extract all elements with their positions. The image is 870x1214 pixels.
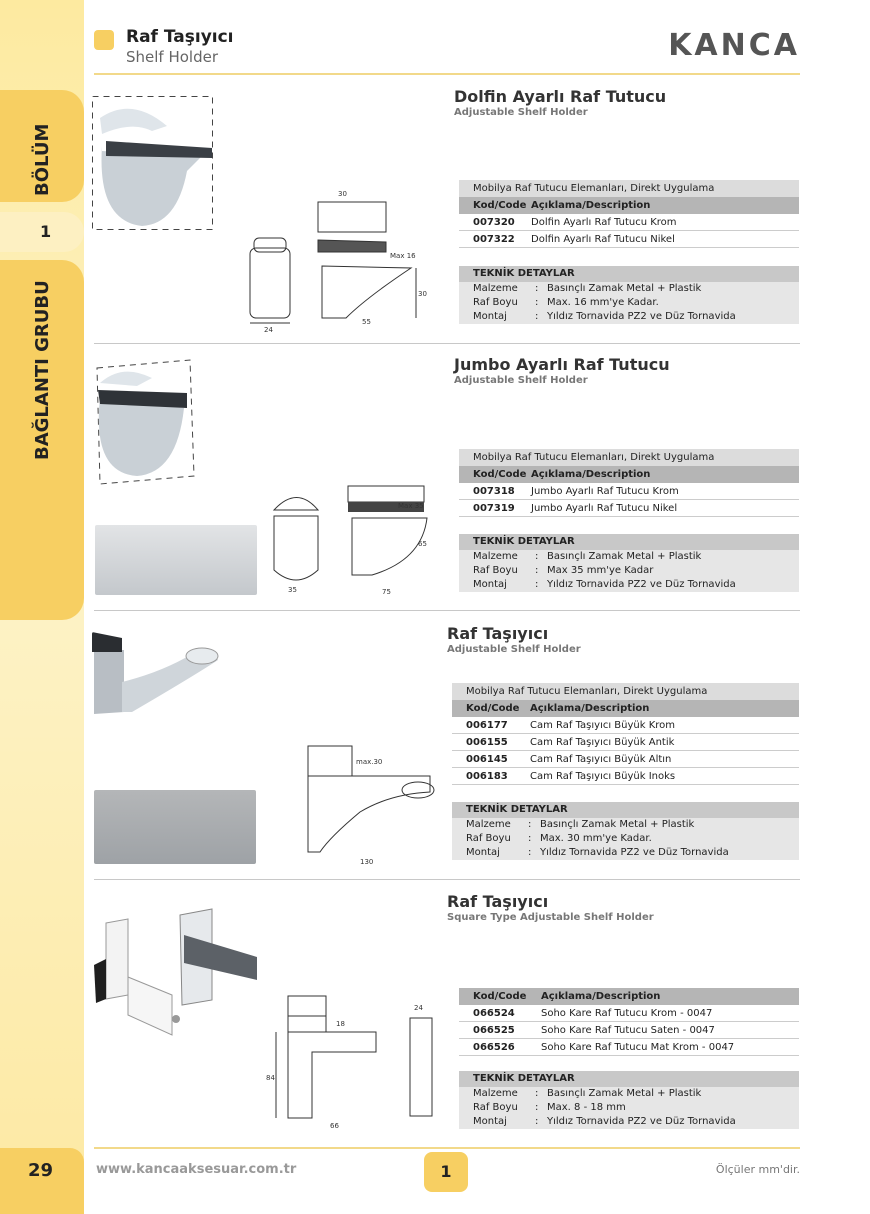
table-header: Kod/Code Açıklama/Description <box>452 700 799 717</box>
footer-divider <box>94 1147 800 1149</box>
table-caption: Mobilya Raf Tutucu Elemanları, Direkt Uygulama <box>452 683 799 700</box>
tech-title: TEKNİK DETAYLAR <box>459 534 799 550</box>
sidebar-group-label: BAĞLANTI GRUBU <box>32 280 53 460</box>
brand-logo: KANCA <box>668 28 800 63</box>
table-row: 006183 Cam Raf Taşıyıcı Büyük Inoks <box>452 768 799 785</box>
product-3-table <box>452 683 799 785</box>
product-2-subtitle: Adjustable Shelf Holder <box>454 375 588 386</box>
footer-page-box <box>0 1148 84 1214</box>
product-4-photo <box>92 905 262 1040</box>
product-2-title: Jumbo Ayarlı Raf Tutucu <box>454 355 670 374</box>
table-header: Kod/Code Açıklama/Description <box>459 197 799 214</box>
dim-1-c: 30 <box>418 290 427 298</box>
website-link[interactable]: www.kancaaksesuar.com.tr <box>96 1162 297 1177</box>
product-divider <box>94 879 800 880</box>
dim-4-d: 24 <box>414 1004 423 1012</box>
product-4-drawing <box>266 990 446 1130</box>
product-3-photo <box>92 632 222 722</box>
dim-3-b: 130 <box>360 858 374 866</box>
sidebar-number: 1 <box>40 222 52 241</box>
table-header: Kod/Code Açıklama/Description <box>459 988 799 1005</box>
table-row: 066525 Soho Kare Raf Tutucu Saten - 0047 <box>459 1022 799 1039</box>
product-4-table <box>459 988 799 1056</box>
product-3-subtitle: Adjustable Shelf Holder <box>447 644 581 655</box>
dim-2-b: 65 <box>418 540 427 548</box>
dim-4-c: 66 <box>330 1122 339 1130</box>
product-2-drawing <box>262 480 442 600</box>
product-4-subtitle: Square Type Adjustable Shelf Holder <box>447 912 654 923</box>
page-subtitle: Shelf Holder <box>126 48 219 66</box>
section-number: 1 <box>424 1152 468 1192</box>
dim-1-a: 30 <box>338 190 347 198</box>
product-divider <box>94 343 800 344</box>
product-1-photo <box>92 96 214 231</box>
dim-4-b: 84 <box>266 1074 275 1082</box>
product-2-table <box>459 449 799 517</box>
table-row: 006145 Cam Raf Taşıyıcı Büyük Altın <box>452 751 799 768</box>
dim-2-a: Max 35 <box>398 502 424 510</box>
dim-3-a: max.30 <box>356 758 383 766</box>
page-title: Raf Taşıyıcı <box>126 27 234 47</box>
product-3-tech: TEKNİK DETAYLAR Malzeme : Basınçlı Zamak Metal + Plastik Raf Boyu : Max. 30 mm'ye Kadar. Montaj : Yıldız Tornavida PZ2 ve Düz Tornavida <box>452 802 799 860</box>
table-header: Kod/Code Açıklama/Description <box>459 466 799 483</box>
product-2-photo <box>92 358 198 486</box>
dim-1-d: 24 <box>264 326 273 333</box>
product-3-drawing <box>300 742 440 872</box>
tech-title: TEKNİK DETAYLAR <box>452 802 799 818</box>
product-1-title: Dolfin Ayarlı Raf Tutucu <box>454 87 667 106</box>
table-row: 006155 Cam Raf Taşıyıcı Büyük Antik <box>452 734 799 751</box>
product-1-subtitle: Adjustable Shelf Holder <box>454 107 588 118</box>
dim-2-d: 75 <box>382 588 391 596</box>
table-row: 006177 Cam Raf Taşıyıcı Büyük Krom <box>452 717 799 734</box>
page-number: 29 <box>28 1160 54 1181</box>
product-divider <box>94 610 800 611</box>
table-row: 066526 Soho Kare Raf Tutucu Mat Krom - 0047 <box>459 1039 799 1056</box>
tech-title: TEKNİK DETAYLAR <box>459 1071 799 1087</box>
product-4-title: Raf Taşıyıcı <box>447 892 549 911</box>
header-square-icon <box>94 30 114 50</box>
product-3-shelf-photo <box>94 790 256 864</box>
table-caption: Mobilya Raf Tutucu Elemanları, Direkt Uygulama <box>459 180 799 197</box>
table-row: 066524 Soho Kare Raf Tutucu Krom - 0047 <box>459 1005 799 1022</box>
product-3-title: Raf Taşıyıcı <box>447 624 549 643</box>
table-row: 007319 Jumbo Ayarlı Raf Tutucu Nikel <box>459 500 799 517</box>
product-1-table <box>459 180 799 248</box>
product-1-tech: TEKNİK DETAYLAR Malzeme : Basınçlı Zamak Metal + Plastik Raf Boyu : Max. 16 mm'ye Kadar. Montaj : Yıldız Tornavida PZ2 ve Düz Tornavida <box>459 266 799 324</box>
product-1-drawing <box>236 188 436 333</box>
product-2-shelf-photo <box>95 525 257 595</box>
units-note: Ölçüler mm'dir. <box>715 1163 800 1176</box>
dim-1-e: 55 <box>362 318 371 326</box>
product-2-tech: TEKNİK DETAYLAR Malzeme : Basınçlı Zamak Metal + Plastik Raf Boyu : Max 35 mm'ye Kadar Montaj : Yıldız Tornavida PZ2 ve Düz Tornavida <box>459 534 799 592</box>
table-row: 007320 Dolfin Ayarlı Raf Tutucu Krom <box>459 214 799 231</box>
dim-2-c: 35 <box>288 586 297 594</box>
dim-4-a: 18 <box>336 1020 345 1028</box>
dim-1-b: Max 16 <box>390 252 416 260</box>
table-row: 007322 Dolfin Ayarlı Raf Tutucu Nikel <box>459 231 799 248</box>
product-4-tech: TEKNİK DETAYLAR Malzeme : Basınçlı Zamak Metal + Plastik Raf Boyu : Max. 8 - 18 mm Montaj : Yıldız Tornavida PZ2 ve Düz Tornavida <box>459 1071 799 1129</box>
header-divider <box>94 73 800 75</box>
sidebar-section-label: BÖLÜM <box>32 123 53 196</box>
table-row: 007318 Jumbo Ayarlı Raf Tutucu Krom <box>459 483 799 500</box>
tech-title: TEKNİK DETAYLAR <box>459 266 799 282</box>
table-caption: Mobilya Raf Tutucu Elemanları, Direkt Uygulama <box>459 449 799 466</box>
